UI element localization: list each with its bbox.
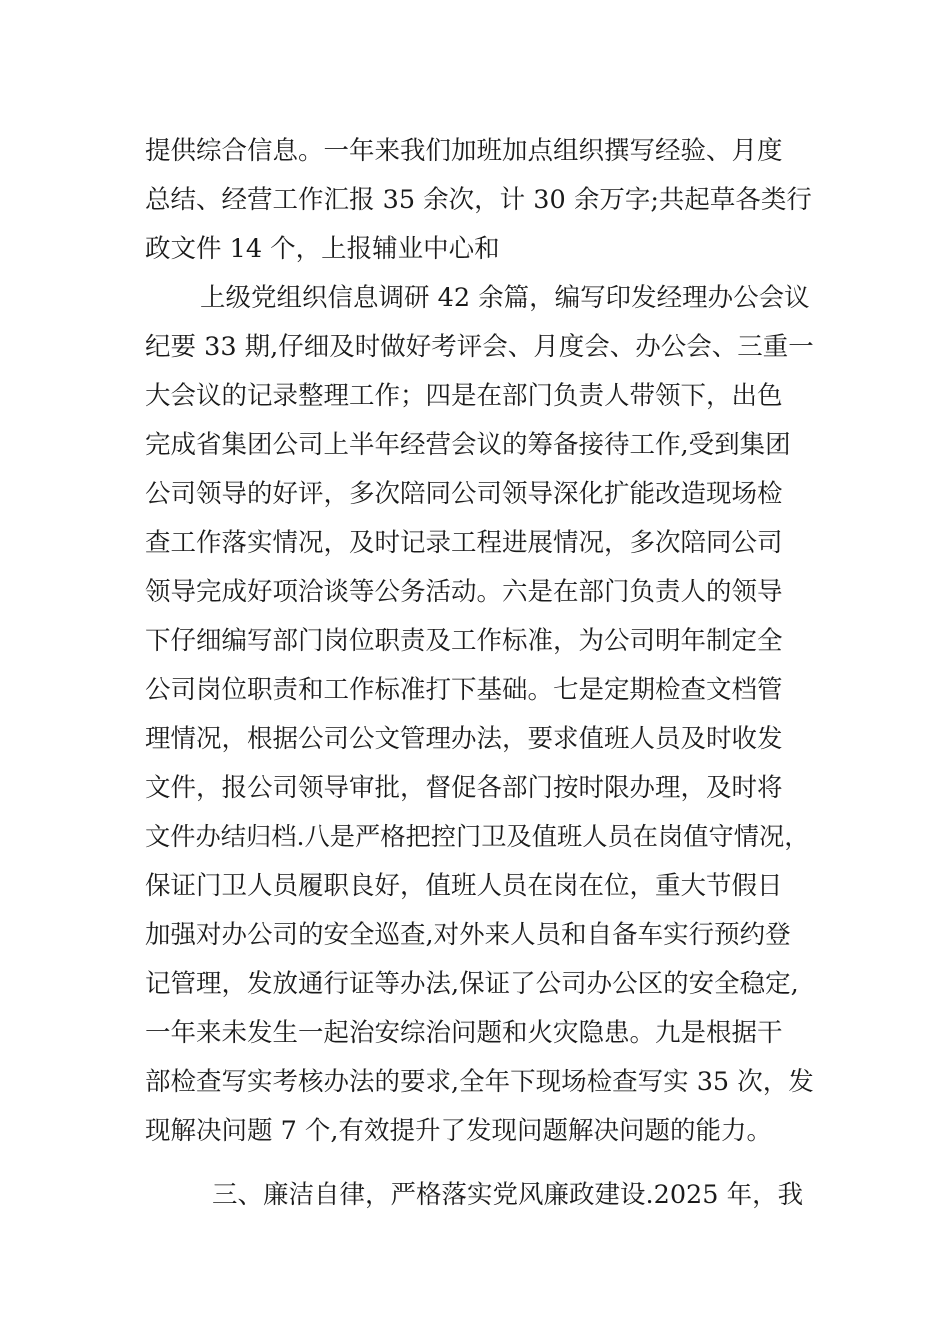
text-line-14: 文件，报公司领导审批，督促各部门按时限办理，及时将: [145, 773, 783, 803]
text-line-9: 查工作落实情况，及时记录工程进展情况，多次陪同公司: [145, 528, 783, 558]
text-line-8: 公司领导的好评，多次陪同公司领导深化扩能改造现场检: [145, 479, 783, 509]
text-line-16: 保证门卫人员履职良好，值班人员在岗在位，重大节假日: [145, 871, 783, 901]
text-line-20: 部检查写实考核办法的要求,全年下现场检查写实 35 次，发: [145, 1067, 814, 1097]
text-line-11: 下仔细编写部门岗位职责及工作标准，为公司明年制定全: [145, 626, 783, 656]
text-line-22: 三、廉洁自律，严格落实党风廉政建设.2025 年，我: [212, 1180, 804, 1210]
text-line-7: 完成省集团公司上半年经营会议的筹备接待工作,受到集团: [145, 430, 791, 460]
text-line-3: 政文件 14 个，上报辅业中心和: [145, 234, 500, 264]
text-line-4: 上级党组织信息调研 42 余篇，编写印发经理办公会议: [200, 283, 810, 313]
text-line-13: 理情况，根据公司公文管理办法，要求值班人员及时收发: [145, 724, 783, 754]
text-line-21: 现解决问题 7 个,有效提升了发现问题解决问题的能力。: [145, 1116, 773, 1146]
text-line-15: 文件办结归档.八是严格把控门卫及值班人员在岗值守情况，: [145, 822, 810, 851]
text-line-12: 公司岗位职责和工作标准打下基础。七是定期检查文档管: [145, 675, 783, 705]
text-line-19: 一年来未发生一起治安综治问题和火灾隐患。九是根据干: [145, 1018, 783, 1048]
text-line-2: 总结、经营工作汇报 35 余次，计 30 余万字;共起草各类行: [145, 185, 812, 215]
text-line-17: 加强对办公司的安全巡查,对外来人员和自备车实行预约登: [145, 920, 791, 950]
text-line-5: 纪要 33 期,仔细及时做好考评会、月度会、办公会、三重一: [145, 332, 814, 362]
text-line-6: 大会议的记录整理工作；四是在部门负责人带领下，出色: [145, 381, 783, 411]
text-line-10: 领导完成好项洽谈等公务活动。六是在部门负责人的领导: [145, 577, 783, 607]
text-line-18: 记管理，发放通行证等办法,保证了公司办公区的安全稳定,: [145, 969, 799, 999]
text-line-1: 提供综合信息。一年来我们加班加点组织撰写经验、月度: [145, 136, 783, 166]
